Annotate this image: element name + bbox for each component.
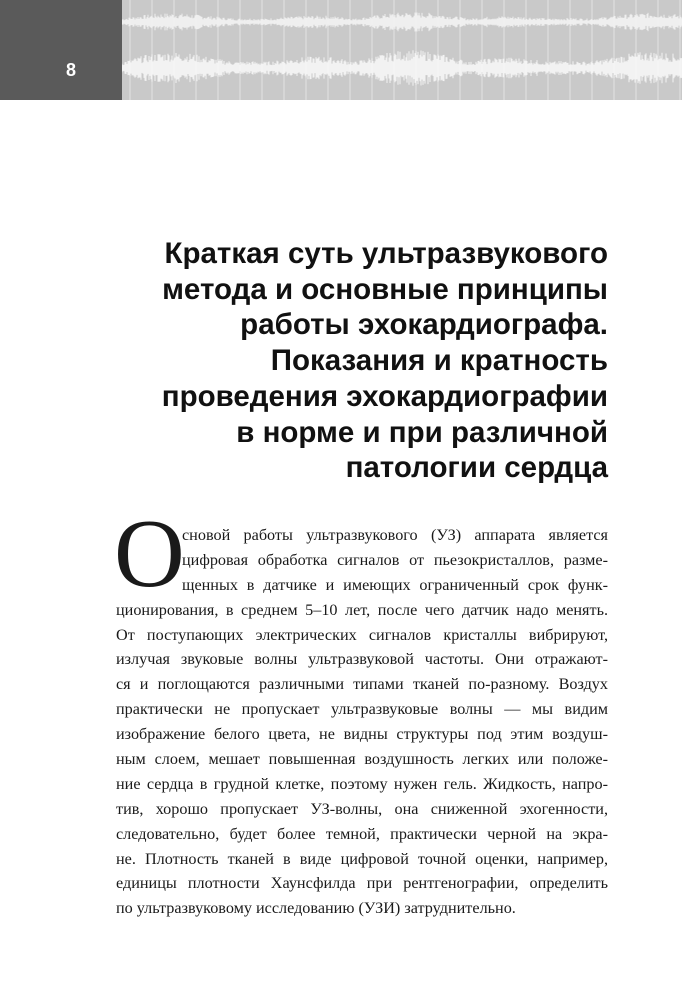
paragraph-line: сновой работы ультразвукового (УЗ) аппарата является (182, 526, 608, 544)
chapter-title-line: патологии сердца (345, 451, 608, 485)
paragraph-line: ционирования, в среднем 5–10 лет, после чего датчик надо менять. (116, 600, 608, 619)
paragraph-line: ным слоем, мешает повышенная воздушность легких или положе- (116, 750, 608, 769)
paragraph-line: практически не пропускает ультразвуковые волны — мы видим (116, 700, 608, 719)
chapter-title (100, 236, 608, 486)
paragraph-line: ние сердца в грудной клетке, поэтому нужен гель. Жидкость, напро- (116, 774, 608, 793)
chapter-title-line: проведения эхокардиографии (161, 379, 608, 413)
page-number: 8 (66, 60, 77, 80)
paragraph-line: От поступающих электрических сигналов кристаллы вибрируют, (116, 625, 608, 644)
paragraph-line: тив, хорошо пропускает УЗ-волны, она сниженной эхогенности, (116, 799, 608, 818)
waveform-graphic (122, 0, 682, 100)
drop-cap: О (114, 500, 185, 608)
waveform-trace (122, 50, 682, 86)
chapter-title-line: метода и основные принципы (162, 272, 608, 306)
paragraph-line: изображение белого цвета, не видны структуры под этим воздуш- (116, 725, 608, 744)
paragraph-line: не. Плотность тканей в виде цифровой точной оценки, например, (116, 849, 608, 868)
page-number-box (0, 0, 122, 100)
chapter-title-line: работы эхокардиографа. (240, 308, 608, 342)
paragraph-line: ся и поглощаются различными типами тканей по-разному. Воздух (116, 675, 608, 694)
paragraph-line: цифровая обработка сигналов от пьезокристаллов, разме- (182, 550, 608, 569)
chapter-title-line: Краткая суть ультразвукового (164, 237, 608, 270)
paragraph-line: щенных в датчике и имеющих ограниченный срок функ- (182, 575, 608, 594)
paragraph-line: по ультразвуковому исследованию (УЗИ) затруднительно. (116, 899, 516, 918)
paragraph-line: следовательно, будет более темной, практически черной на экра- (116, 824, 608, 843)
chapter-title-line: Показания и кратность (270, 344, 608, 378)
chapter-title-line: в норме и при различной (236, 415, 608, 449)
body-paragraph (116, 523, 608, 921)
paragraph-line: единицы плотности Хаунсфилда при рентгенографии, определить (116, 874, 608, 893)
ultrasound-waveform-banner (122, 0, 682, 100)
waveform-trace (122, 13, 682, 32)
paragraph-line: излучая звуковые волны ультразвуковой частоты. Они отражают- (116, 650, 608, 669)
